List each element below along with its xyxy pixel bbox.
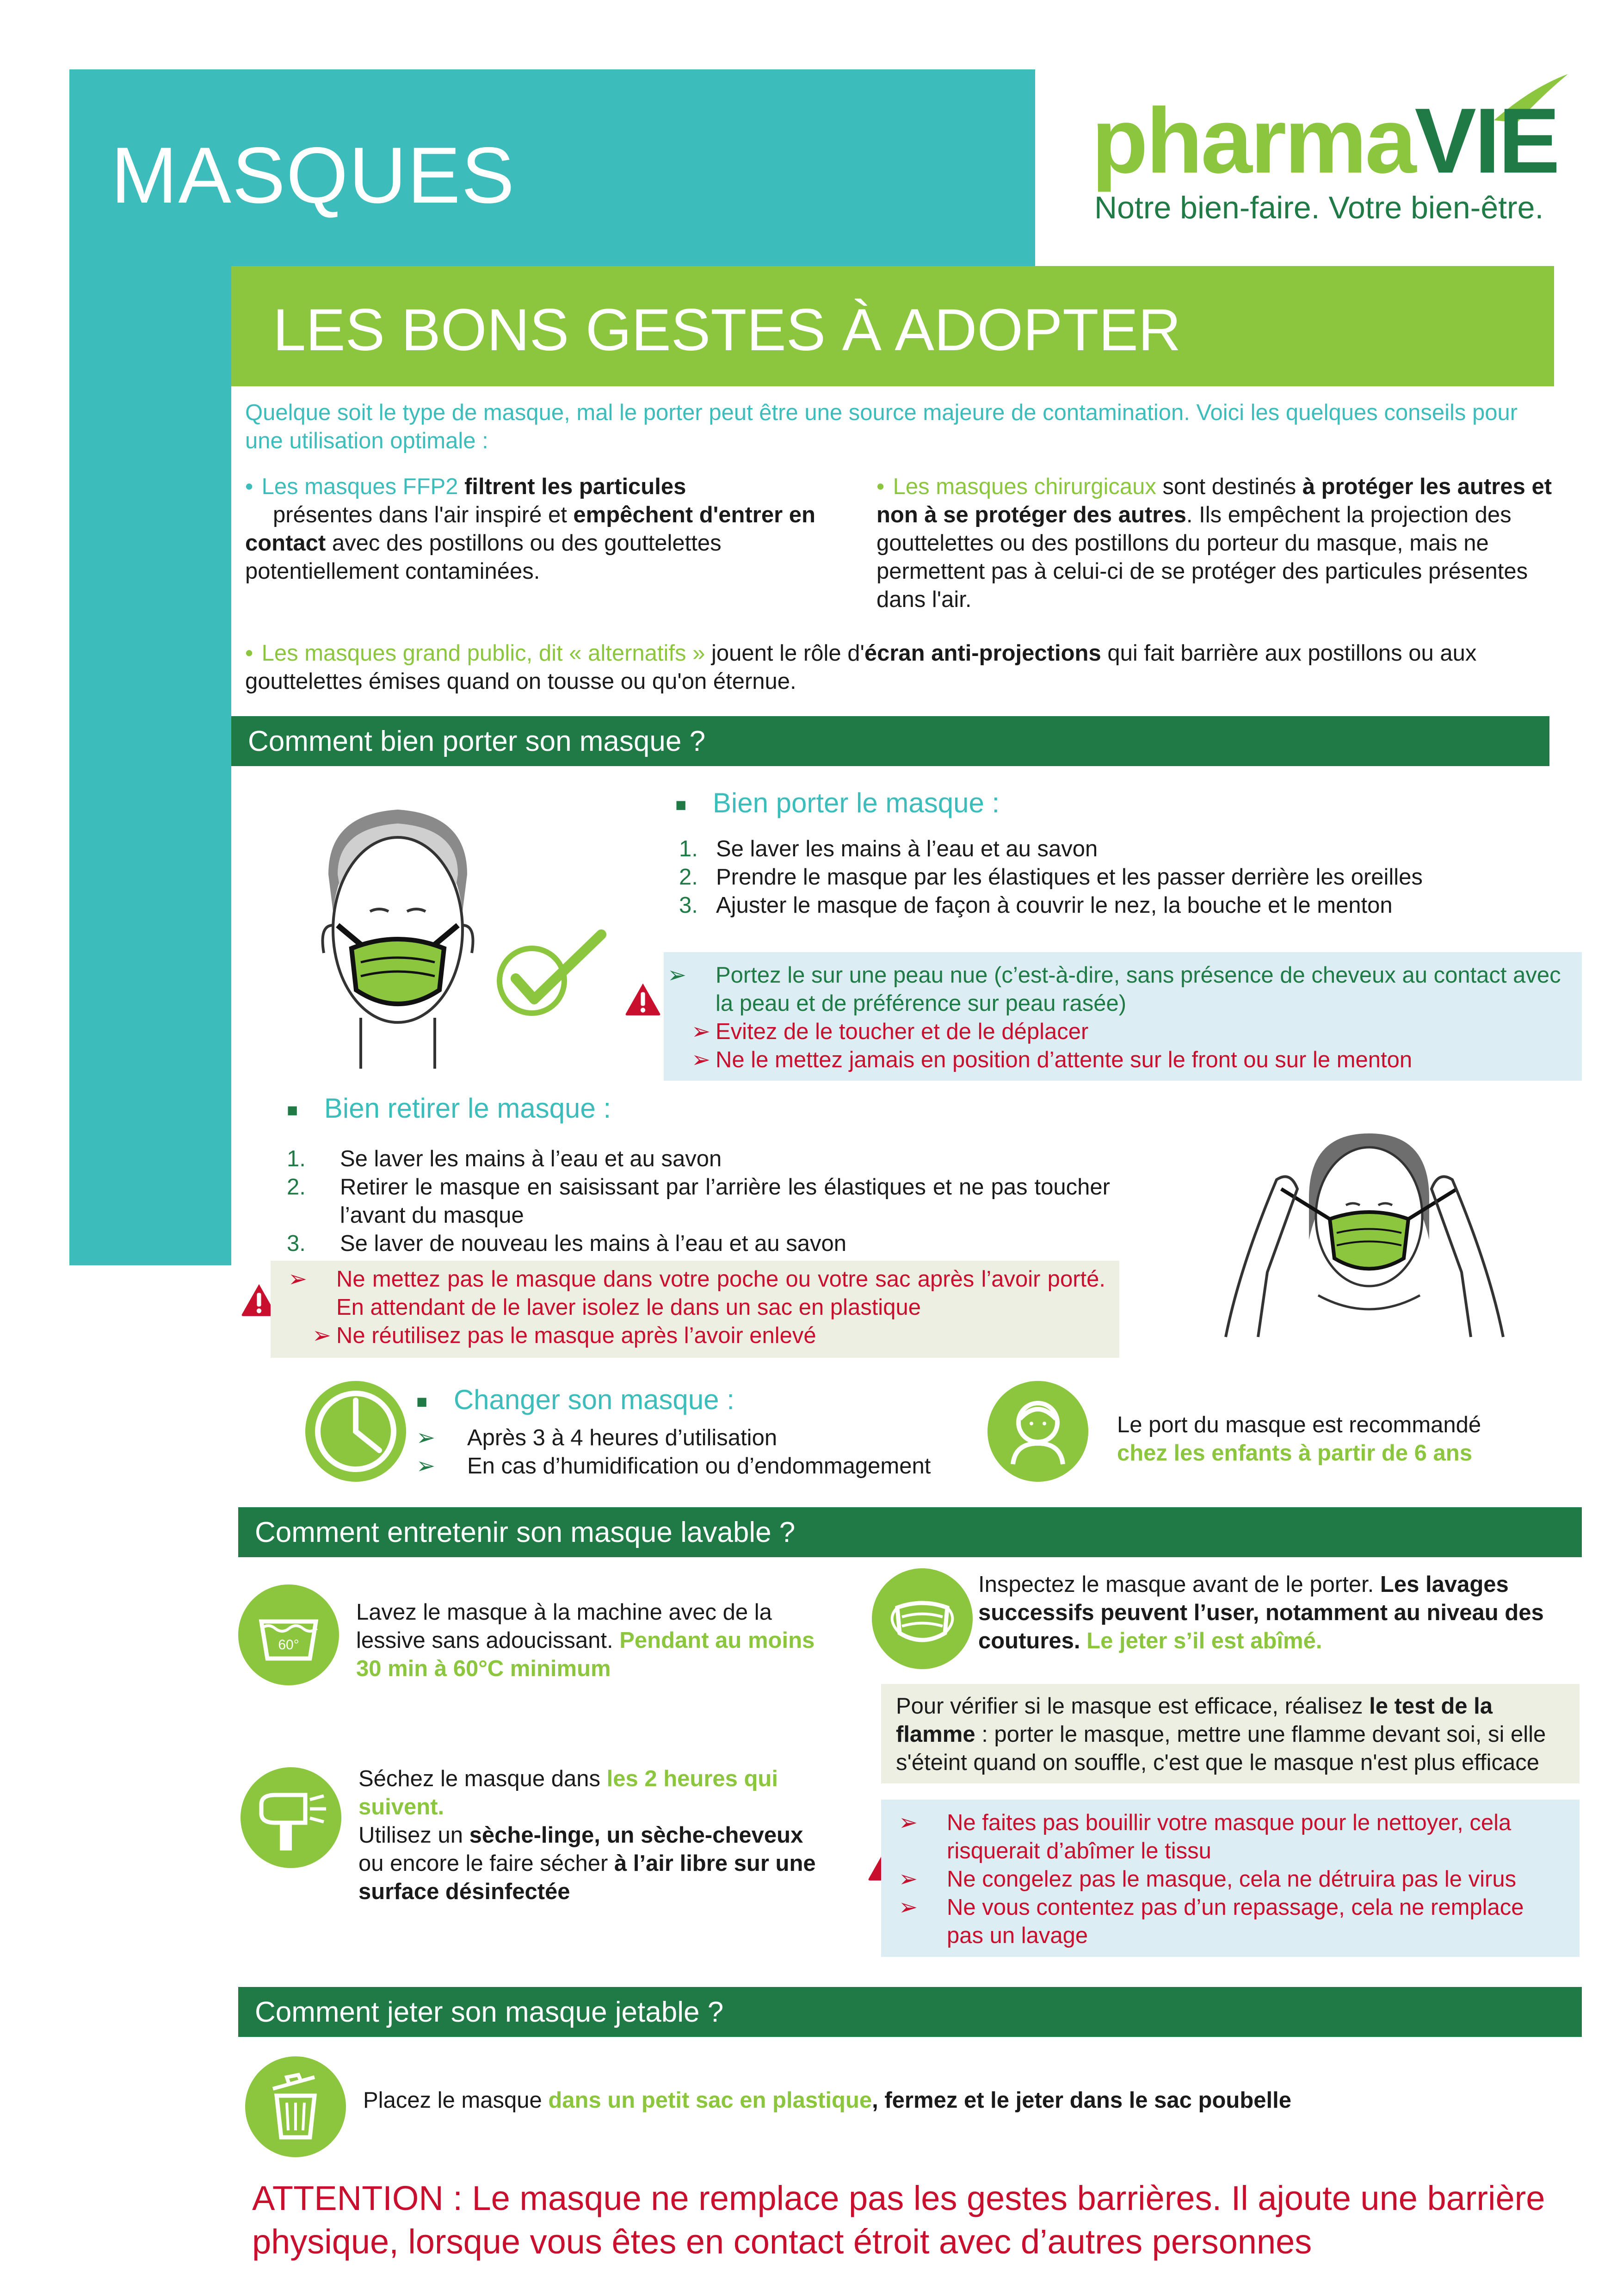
enfants-text xyxy=(1117,1411,1533,1467)
check-icon xyxy=(490,925,611,1018)
enfants-line2: chez les enfants à partir de 6 ans xyxy=(1117,1441,1472,1466)
secher-text2: Utilisez un xyxy=(358,1823,469,1848)
secher-bold: sèche-linge, un sèche-cheveux xyxy=(469,1823,803,1848)
jeter-text1: Placez le masque xyxy=(363,2088,549,2113)
chir-bold: à protéger les autres et non à se protéger des autres xyxy=(876,474,1552,527)
step-number: 3. xyxy=(679,893,698,918)
warning-text: Evitez de le toucher et de le déplacer xyxy=(716,1019,1089,1044)
step-number: 1. xyxy=(679,836,698,861)
square-bullet: ■ xyxy=(675,795,687,816)
child-icon xyxy=(987,1381,1088,1482)
list-item: ➢ Ne faites pas bouillir votre masque pour le nettoyer, cela risquerait d’abîmer le tissu xyxy=(899,1810,1512,1863)
list-item: 1. Se laver les mains à l’eau et au savon xyxy=(287,1145,1110,1173)
laver-text1: Lavez le masque à la machine avec de la lessive sans adoucissant. xyxy=(356,1600,772,1653)
chir-label: Les masques chirurgicaux xyxy=(893,474,1156,499)
ffp2-bold2: empêchent d'entrer en contact xyxy=(245,502,815,556)
pharmavie-logo xyxy=(1092,69,1568,231)
section-jeter-band xyxy=(238,1987,1582,2037)
attention-footer: ATTENTION : Le masque ne remplace pas les gestes barrières. Il ajoute une barrière physique, lorsque vous êtes en contact étroit avec d’autres personnes xyxy=(252,2179,1545,2261)
secher-bold2: à l’air libre sur une surface désinfectée xyxy=(358,1851,816,1904)
chirurgical-paragraph xyxy=(876,473,1556,614)
list-item: ➢ Ne réutilisez pas le masque après l’avoir enlevé xyxy=(312,1323,816,1348)
list-item: ➢ Ne le mettez jamais en position d’attente sur le front ou sur le menton xyxy=(691,1047,1413,1072)
list-item: ➢ En cas d’humidification ou d’endommagement xyxy=(416,1454,931,1479)
ffp2-text2: avec des postillons ou des gouttelettes potentiellement contaminées. xyxy=(245,531,722,584)
warning-text: Ne mettez pas le masque dans votre poche ou votre sac après l’avoir porté. En attendant de le laver isolez le dans un sac en plastique xyxy=(336,1267,1105,1320)
list-item xyxy=(679,835,1549,863)
laver-text xyxy=(356,1598,819,1683)
porter-warning-box xyxy=(664,952,1582,1081)
secher-text1: Séchez le masque dans xyxy=(358,1766,607,1791)
list-item xyxy=(679,891,1549,920)
step-text: Prendre le masque par les élastiques et les passer derrière les oreilles xyxy=(716,865,1423,890)
porter-heading xyxy=(675,786,1000,822)
changer-list xyxy=(416,1424,1018,1480)
ffp2-bold: filtrent les particules xyxy=(458,474,686,499)
logo-brand-vie: VIE xyxy=(1414,89,1558,192)
inspecter-text xyxy=(978,1571,1556,1655)
bullet-dot: • xyxy=(245,474,253,499)
step-text: Ajuster le masque de façon à couvrir le nez, la bouche et le menton xyxy=(716,893,1393,918)
porter-steps xyxy=(679,835,1549,920)
entretien-warning-box xyxy=(881,1800,1580,1957)
warning-text: Ne faites pas bouillir votre masque pour le nettoyer, cela risquerait d’abîmer le tissu xyxy=(947,1810,1512,1863)
chir-text2: . Ils empêchent la projection des gouttelettes ou des postillons du porteur du masque, mais ne permettent pas à celui-ci de se protéger des particules présentes dans l'air. xyxy=(876,502,1528,612)
changer-heading xyxy=(416,1383,734,1418)
list-item xyxy=(679,863,1549,891)
list-item: ➢ Ne congelez pas le masque, cela ne détruira pas le virus xyxy=(899,1867,1517,1892)
inspecter-text1: Inspectez le masque avant de le porter. xyxy=(978,1572,1380,1597)
subtitle: LES BONS GESTES À ADOPTER xyxy=(273,297,1181,363)
intro-text: Quelque soit le type de masque, mal le porter peut être une source majeure de contamination. Voici les quelques conseils pour une utilisation optimale : xyxy=(245,400,1518,453)
list-item: ➢ Après 3 à 4 heures d’utilisation xyxy=(416,1425,778,1450)
changer-heading-text: Changer son masque : xyxy=(453,1384,734,1415)
square-bullet: ■ xyxy=(416,1392,428,1412)
retirer-warning-box xyxy=(271,1261,1119,1358)
gp-bold: écran anti-projections xyxy=(864,641,1101,666)
section-porter-title: Comment bien porter son masque ? xyxy=(248,725,706,757)
secher-text3: ou encore le faire sécher xyxy=(358,1851,614,1876)
list-item: ➢ Ne mettez pas le masque dans votre poche ou votre sac après l’avoir porté. En attendant de le laver isolez le dans un sac en plastique xyxy=(288,1267,1105,1320)
wash-temperature: 60° xyxy=(278,1637,299,1652)
square-bullet: ■ xyxy=(287,1100,298,1121)
secher-text xyxy=(358,1765,821,1906)
inspecter-highlight: Le jeter s’il est abîmé. xyxy=(1080,1628,1322,1653)
step-text: Retirer le masque en saisissant par l’arrière les élastiques et ne pas toucher l’avant du masque xyxy=(340,1175,1110,1228)
list-item: ➢ Evitez de le toucher et de le déplacer xyxy=(691,1019,1089,1044)
retirer-heading xyxy=(287,1092,611,1127)
jeter-text xyxy=(363,2086,1566,2115)
grand-public-paragraph xyxy=(245,639,1554,696)
section-jeter-title: Comment jeter son masque jetable ? xyxy=(255,1996,724,2028)
logo-brand-pharma: pharma xyxy=(1092,89,1415,192)
warning-text: Ne vous contentez pas d’un repassage, cela ne remplace pas un lavage xyxy=(947,1895,1524,1948)
face-mask-illustration xyxy=(301,796,495,1073)
hair-dryer-icon xyxy=(241,1767,341,1868)
ffp2-text: présentes dans l'air inspiré et xyxy=(273,502,574,527)
secher-highlight: les 2 heures qui suivent. xyxy=(358,1766,778,1819)
bullet-dot: • xyxy=(876,474,885,499)
mask-icon xyxy=(872,1568,973,1669)
enfants-line1: Le port du masque est recommandé xyxy=(1117,1412,1481,1437)
left-teal-bar xyxy=(69,266,231,1265)
step-text: Se laver les mains à l’eau et au savon xyxy=(340,1146,722,1171)
list-item: ➢ Ne vous contentez pas d’un repassage, cela ne remplace pas un lavage xyxy=(899,1895,1524,1948)
flame-test-box xyxy=(881,1684,1580,1783)
gp-label: Les masques grand public, dit « alternatifs » xyxy=(261,641,705,666)
step-text: Se laver de nouveau les mains à l’eau et au savon xyxy=(340,1231,847,1256)
jeter-highlight: dans un petit sac en plastique xyxy=(548,2088,872,2113)
trash-icon xyxy=(245,2056,346,2157)
list-text: En cas d’humidification ou d’endommagement xyxy=(467,1454,931,1479)
remove-mask-illustration xyxy=(1198,1120,1531,1342)
ffp2-paragraph xyxy=(245,473,846,586)
warning-icon xyxy=(624,981,661,1018)
test-text1: Pour vérifier si le masque est efficace, réalisez xyxy=(896,1694,1370,1719)
gp-text2: qui fait barrière aux postillons ou aux gouttelettes émises quand on tousse ou qu'on éternue. xyxy=(245,641,1477,694)
ffp2-label: Les masques FFP2 xyxy=(261,474,458,499)
step-number: 2. xyxy=(679,865,698,890)
porter-heading-text: Bien porter le masque : xyxy=(712,787,1000,818)
warning-text: Portez le sur une peau nue (c’est-à-dire, sans présence de cheveux au contact avec la peau et de préférence sur peau rasée) xyxy=(716,963,1561,1016)
inspecter-bold: Les lavages successifs peuvent l’user, notamment au niveau des coutures. xyxy=(978,1572,1544,1653)
test-bold: le test de la flamme xyxy=(896,1694,1493,1747)
page-title: MASQUES xyxy=(111,131,516,220)
gp-text: jouent le rôle d' xyxy=(705,641,864,666)
logo-tagline: Notre bien-faire. Votre bien-être. xyxy=(1094,190,1544,225)
jeter-bold: , fermez et le jeter dans le sac poubelle xyxy=(872,2088,1291,2113)
list-text: Après 3 à 4 heures d’utilisation xyxy=(467,1425,778,1450)
list-item: ➢ Portez le sur une peau nue (c’est-à-dire, sans présence de cheveux au contact avec la peau et de préférence sur peau rasée) xyxy=(667,963,1561,1016)
section-porter-band xyxy=(231,716,1549,766)
section-entretenir-title: Comment entretenir son masque lavable ? xyxy=(255,1516,796,1548)
list-item: 3. Se laver de nouveau les mains à l’eau et au savon xyxy=(287,1230,1110,1258)
step-text: Se laver les mains à l’eau et au savon xyxy=(716,836,1098,861)
wash-icon xyxy=(238,1584,339,1685)
list-item: 2. Retirer le masque en saisissant par l’arrière les élastiques et ne pas toucher l’avant du masque xyxy=(287,1173,1110,1230)
warning-text: Ne le mettez jamais en position d’attente sur le front ou sur le menton xyxy=(716,1047,1413,1072)
bullet-dot: • xyxy=(245,641,253,666)
warning-text: Ne réutilisez pas le masque après l’avoir enlevé xyxy=(336,1323,816,1348)
clock-icon xyxy=(305,1381,406,1482)
retirer-steps xyxy=(287,1145,1110,1258)
retirer-heading-text: Bien retirer le masque : xyxy=(324,1093,611,1124)
test-text2: : porter le masque, mettre une flamme devant soi, si elle s'éteint quand on souffle, c'est que le masque n'est plus efficace xyxy=(896,1722,1546,1775)
laver-highlight: Pendant au moins 30 min à 60°C minimum xyxy=(356,1628,815,1681)
chir-text: sont destinés xyxy=(1156,474,1302,499)
warning-text: Ne congelez pas le masque, cela ne détruira pas le virus xyxy=(947,1867,1517,1892)
section-entretenir-band xyxy=(238,1507,1582,1557)
